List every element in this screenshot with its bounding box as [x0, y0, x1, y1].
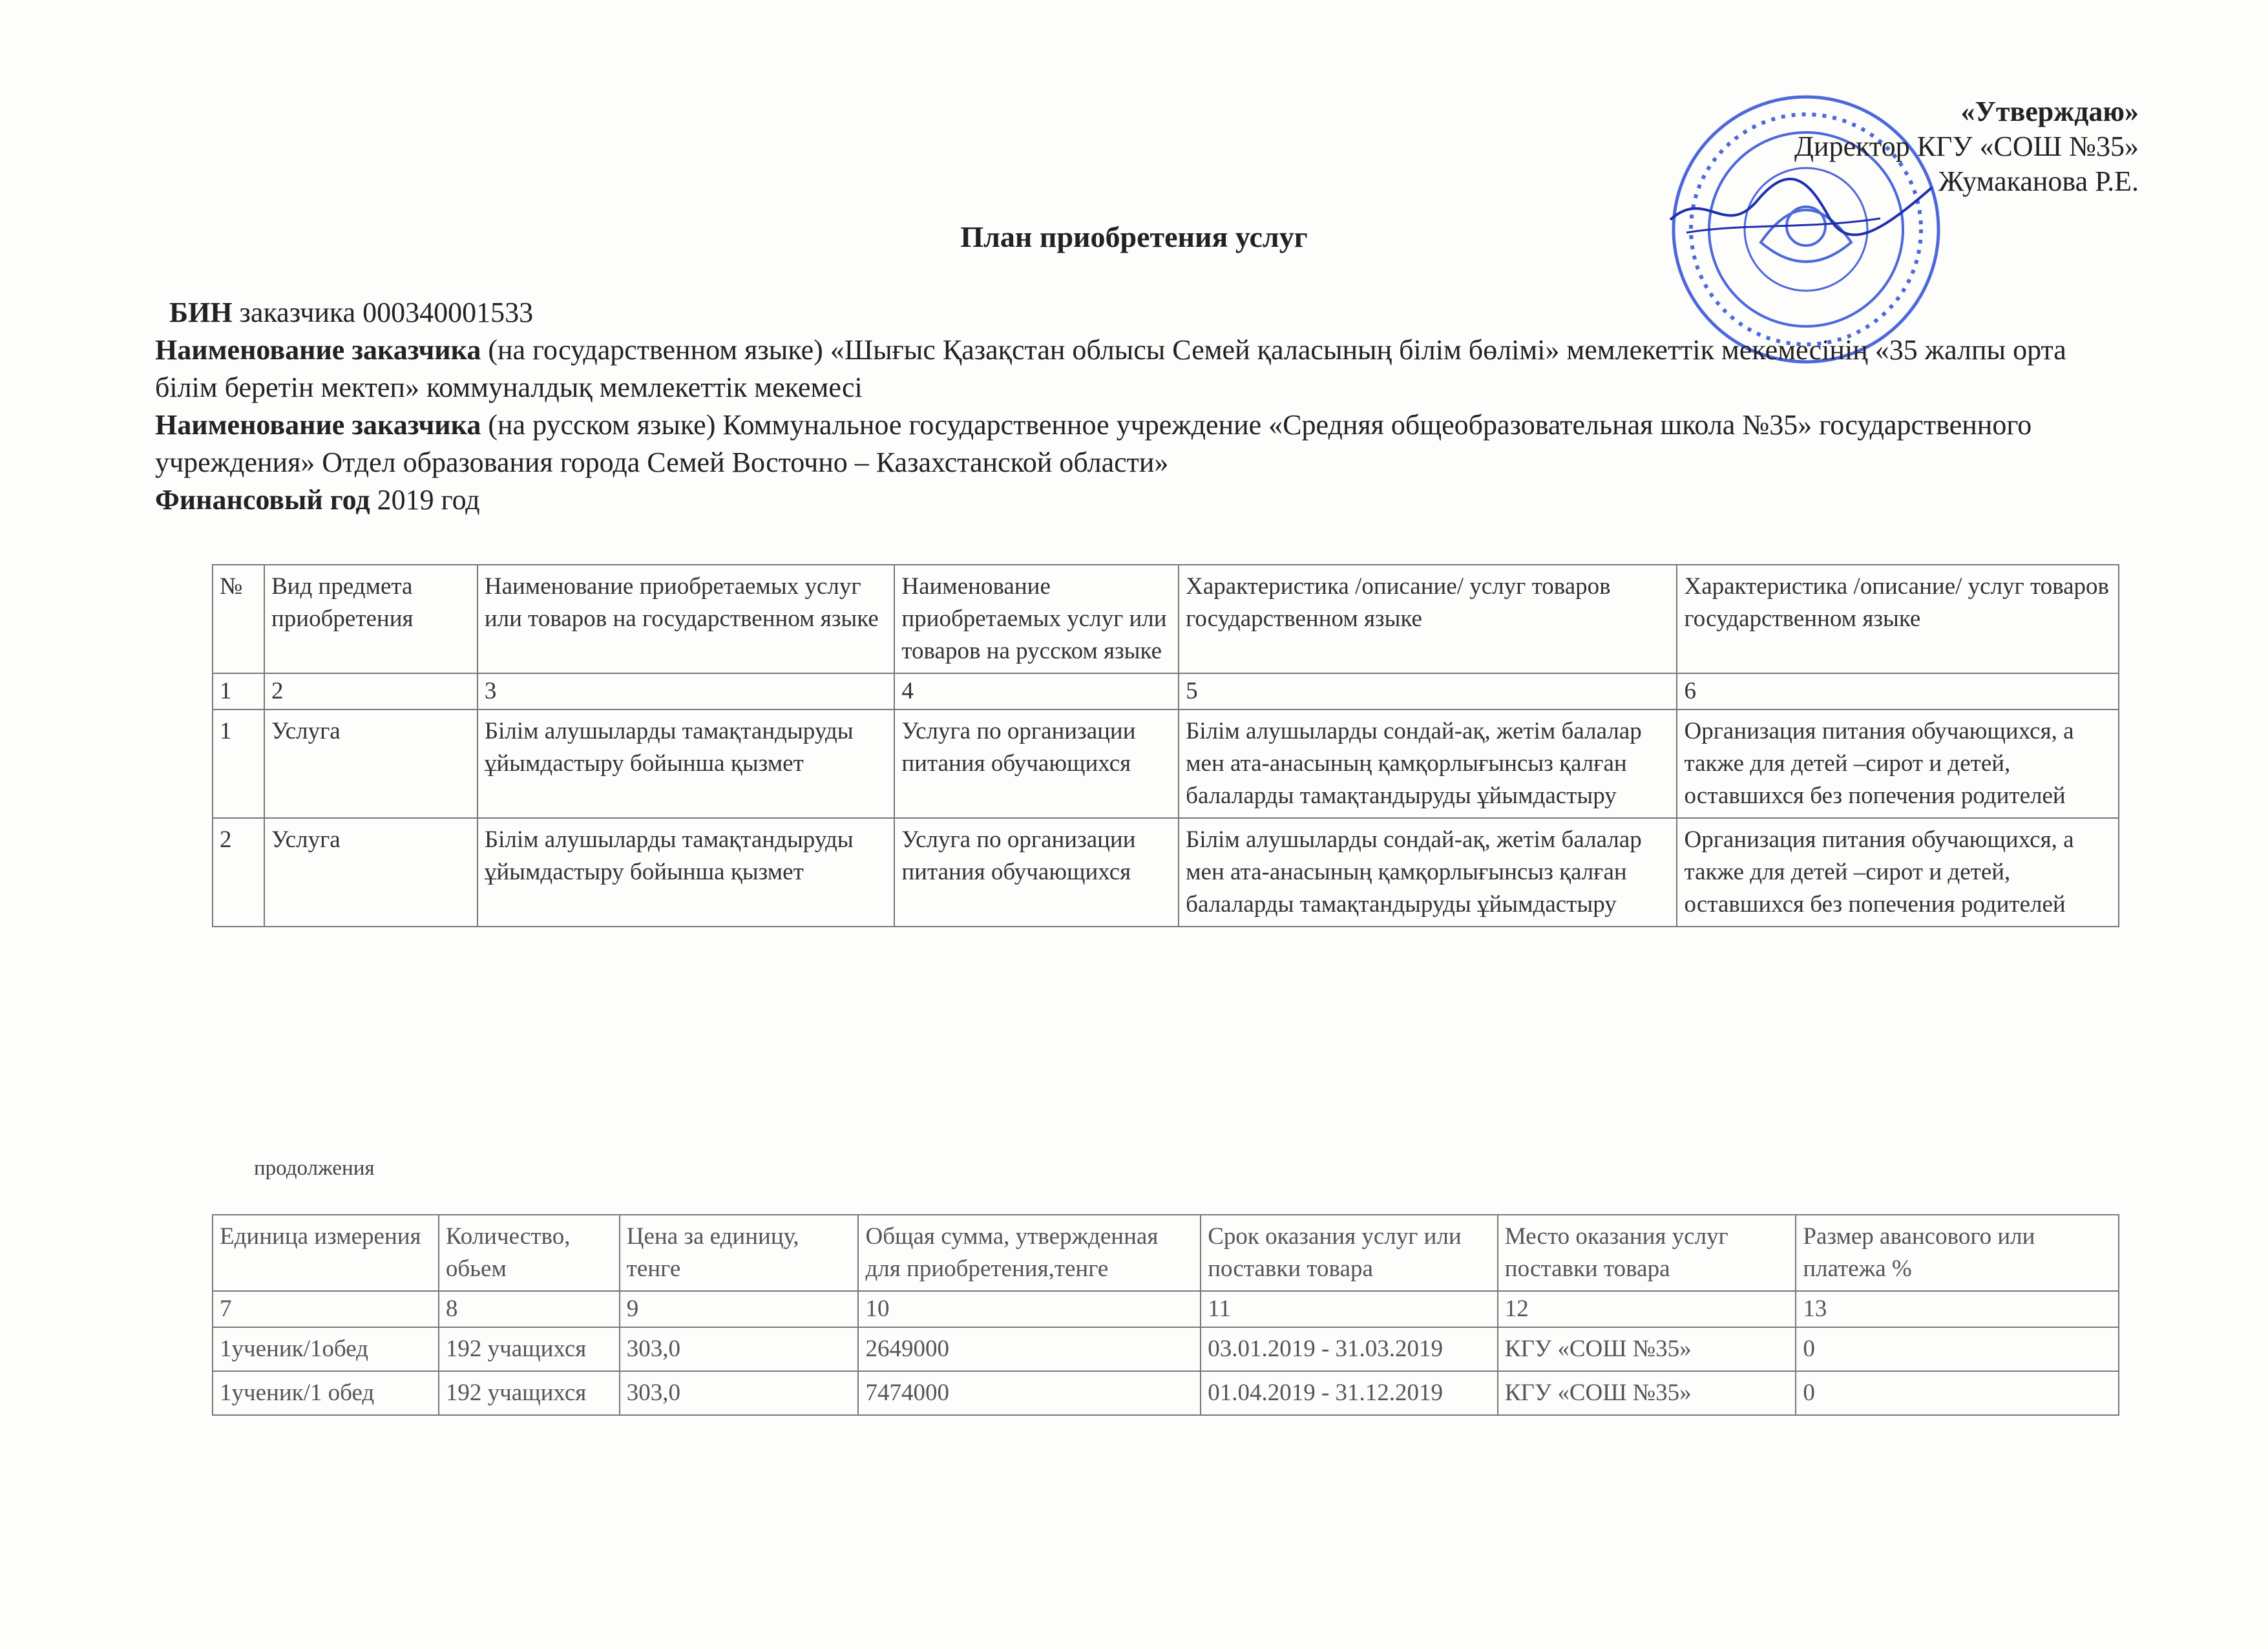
table-cell: Білім алушыларды тамақтандыруды ұйымдастыру бойынша қызмет: [478, 709, 895, 818]
table-cell: 7474000: [858, 1371, 1201, 1415]
header-cell: Общая сумма, утвержденная для приобретения,тенге: [858, 1215, 1201, 1291]
column-number: 6: [1677, 673, 2119, 709]
table-cell: КГУ «СОШ №35»: [1498, 1371, 1796, 1415]
header-cell: №: [213, 565, 264, 673]
services-table: [212, 564, 2119, 927]
customer-name-kz-value: (на государственном языке) «Шығыс Қазақстан облысы Семей қаласының білім бөлімі» мемлекеттік мекемесінің «35 жалпы орта білім беретін мектеп» коммуналдық мемлекеттік мекемесі: [155, 334, 2066, 403]
column-number: 4: [894, 673, 1179, 709]
table-cell: 2: [213, 818, 264, 927]
customer-name-ru-label: Наименование заказчика: [155, 409, 481, 441]
pricing-table: [212, 1214, 2119, 1416]
column-number: 2: [264, 673, 478, 709]
header-cell: Характеристика /описание/ услуг товаров государственном языке: [1179, 565, 1677, 673]
table-row: [213, 709, 2119, 818]
table-cell: Услуга по организации питания обучающихся: [894, 709, 1179, 818]
table-cell: 192 учащихся: [439, 1327, 620, 1371]
table-cell: 1ученик/1 обед: [213, 1371, 439, 1415]
table-row: [213, 818, 2119, 927]
customer-name-kz-label: Наименование заказчика: [155, 334, 481, 366]
column-number: 11: [1201, 1291, 1498, 1327]
document-title: План приобретения услуг: [960, 220, 1308, 253]
header-cell: Место оказания услуг поставки товара: [1498, 1215, 1796, 1291]
approval-position: Директор КГУ «СОШ №35»: [1794, 131, 2139, 162]
column-number: 9: [620, 1291, 859, 1327]
continuation-label: продолжения: [254, 1157, 375, 1180]
column-number: 8: [439, 1291, 620, 1327]
column-number: 3: [478, 673, 895, 709]
header-cell: Вид предмета приобретения: [264, 565, 478, 673]
financial-year-value: 2019 год: [377, 484, 480, 516]
table-row: [213, 1327, 2119, 1371]
approval-name: Жумаканова Р.Е.: [1938, 165, 2139, 197]
table-cell: Услуга: [264, 709, 478, 818]
header-cell: Единица измерения: [213, 1215, 439, 1291]
table-row: [213, 1371, 2119, 1415]
table-cell: 303,0: [620, 1327, 859, 1371]
bin-line: [155, 294, 2126, 331]
table-cell: КГУ «СОШ №35»: [1498, 1327, 1796, 1371]
customer-info: [155, 294, 2126, 519]
table-cell: 0: [1796, 1371, 2119, 1415]
table-cell: Білім алушыларды сондай-ақ, жетім балалар мен ата-анасының қамқорлығынсыз қалған балаларды тамақтандыруды ұйымдастыру: [1179, 818, 1677, 927]
customer-name-kz: [155, 331, 2126, 406]
column-number: 10: [858, 1291, 1201, 1327]
table-cell: Организация питания обучающихся, а также для детей –сирот и детей, оставшихся без попечения родителей: [1677, 818, 2119, 927]
header-cell: Характеристика /описание/ услуг товаров государственном языке: [1677, 565, 2119, 673]
header-cell: Срок оказания услуг или поставки товара: [1201, 1215, 1498, 1291]
table-cell: 2649000: [858, 1327, 1201, 1371]
header-cell: Цена за единицу, тенге: [620, 1215, 859, 1291]
column-number: 1: [213, 673, 264, 709]
header-cell: Наименование приобретаемых услуг или товаров на русском языке: [894, 565, 1179, 673]
bin-label: БИН: [169, 297, 233, 328]
table-cell: 192 учащихся: [439, 1371, 620, 1415]
financial-year: [155, 481, 2126, 519]
table-cell: 0: [1796, 1327, 2119, 1371]
column-number: 13: [1796, 1291, 2119, 1327]
table-header-row: [213, 565, 2119, 673]
approval-heading: «Утверждаю»: [1960, 96, 2139, 127]
financial-year-label: Финансовый год: [155, 484, 370, 516]
approval-block: [1794, 94, 2139, 199]
table-cell: Услуга: [264, 818, 478, 927]
column-number: 7: [213, 1291, 439, 1327]
header-cell: Наименование приобретаемых услуг или товаров на государственном языке: [478, 565, 895, 673]
column-number: 12: [1498, 1291, 1796, 1327]
table-header-row: [213, 1215, 2119, 1291]
table-cell: Білім алушыларды тамақтандыруды ұйымдастыру бойынша қызмет: [478, 818, 895, 927]
table-cell: 303,0: [620, 1371, 859, 1415]
table-cell: 1ученик/1обед: [213, 1327, 439, 1371]
header-cell: Количество, обьем: [439, 1215, 620, 1291]
column-number-row: [213, 1291, 2119, 1327]
table-cell: 03.01.2019 - 31.03.2019: [1201, 1327, 1498, 1371]
table-cell: 1: [213, 709, 264, 818]
table-cell: Организация питания обучающихся, а также для детей –сирот и детей, оставшихся без попечения родителей: [1677, 709, 2119, 818]
table-cell: Білім алушыларды сондай-ақ, жетім балалар мен ата-анасының қамқорлығынсыз қалған балаларды тамақтандыруды ұйымдастыру: [1179, 709, 1677, 818]
column-number-row: [213, 673, 2119, 709]
header-cell: Размер авансового или платежа %: [1796, 1215, 2119, 1291]
customer-name-ru-value: (на русском языке) Коммунальное государственное учреждение «Средняя общеобразовательная школа №35» государственного учреждения» Отдел образования города Семей Восточно – Казахстанской области»: [155, 409, 2032, 478]
bin-value: заказчика 000340001533: [239, 297, 534, 328]
column-number: 5: [1179, 673, 1677, 709]
customer-name-ru: [155, 406, 2126, 481]
table-cell: 01.04.2019 - 31.12.2019: [1201, 1371, 1498, 1415]
table-cell: Услуга по организации питания обучающихся: [894, 818, 1179, 927]
